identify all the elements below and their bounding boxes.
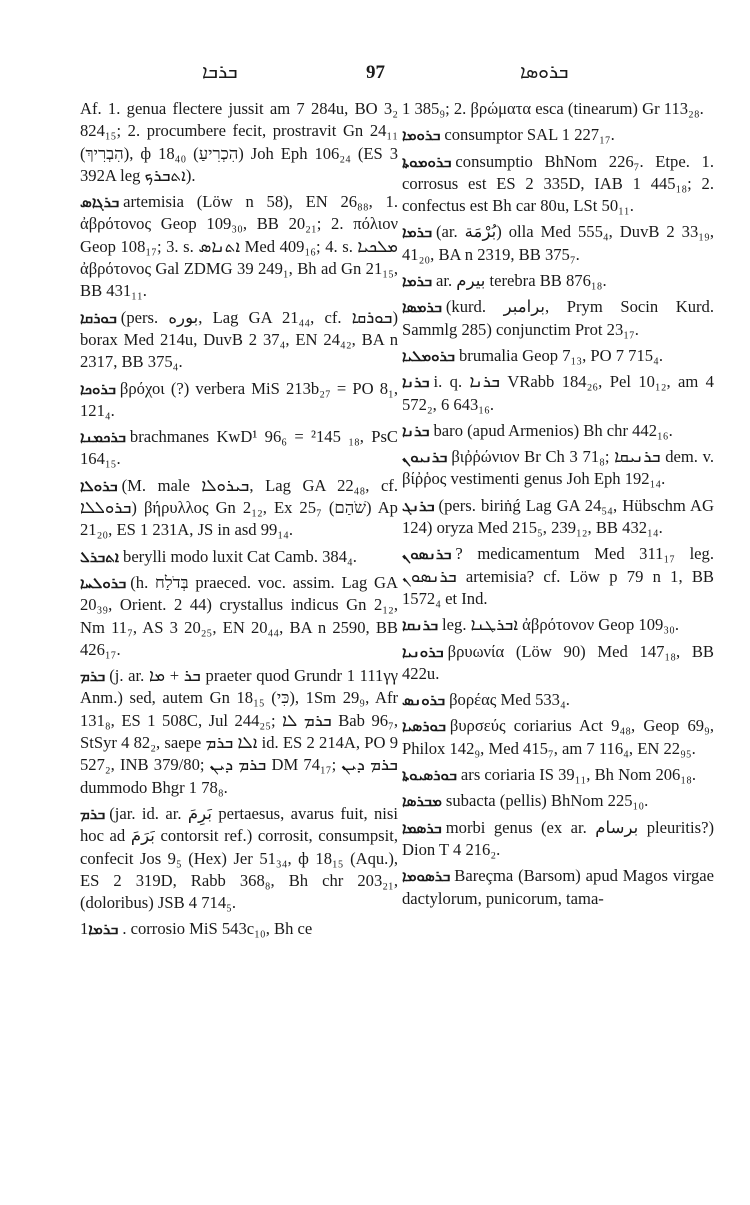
entry-text: (pers. بوره, Lag GA 21₄₄, cf. ܒܘܪܩܐ) borax Med 214u, DuvB 2 37₄, EN 24₄₂, BA n 2317, BB 375₄. <box>80 307 399 372</box>
right-column <box>402 98 714 914</box>
entry-headword: ܐܬܒܪܠ <box>80 547 120 566</box>
dictionary-entry <box>402 296 714 341</box>
entry-text: i. q. ܒܪܢܐ VRabb 184₂₆, Pel 10₁₂, am 4 572₂, 6 643₁₆. <box>402 372 714 414</box>
entry-text: βυρσεύς coriarius Act 9₄₈, Geop 69₉, Philox 142₉, Med 415₇, am 7 116₄, EN 22₉₅. <box>402 716 714 758</box>
entry-headword: ܒܪܣܡܐ <box>402 818 442 837</box>
entry-text: berylli modo luxit Cat Camb. 384₄. <box>123 546 357 566</box>
entry-text: βρυωνία (Löw 90) Med 147₁₈, BB 422u. <box>402 641 714 683</box>
dictionary-entry <box>402 98 714 120</box>
entry-text: ars coriaria IS 39₁₁, Bh Nom 206₁₈. <box>460 765 697 785</box>
left-column <box>80 98 398 945</box>
dictionary-entry <box>402 371 714 416</box>
dictionary-entry <box>402 420 714 442</box>
entry-text: consumptio BhNom 226₇. Etpe. 1. corrosus est ES 2 335D, IAB 1 445₁₈; 2. confectus est Bh car 80u, LSt 50₁₁. <box>402 151 714 216</box>
entry-headword: ܒܪܟܡܢܐ <box>80 428 126 447</box>
dictionary-entry <box>80 665 398 799</box>
entry-headword: ܒܪܡܐ <box>402 223 433 242</box>
dictionary-entry <box>80 572 398 661</box>
dictionary-entry <box>402 865 714 910</box>
entry-headword: ܒܪܡ <box>80 804 106 823</box>
entry-text: 1 385₉; 2. βρώματα esca (tinearum) Gr 113₂₈. <box>402 99 704 118</box>
dictionary-entry <box>80 98 398 187</box>
dictionary-entry <box>402 124 714 146</box>
entry-text: βορέας Med 533₄. <box>449 690 570 710</box>
entry-headword: ܒܪܘܢܣ <box>402 691 446 710</box>
entry-text: ? medicamentum Med 311₁₇ leg. ܒܪܢܣܘܢ artemisia? cf. Löw p 79 n 1, BB 1572₄ et Ind. <box>402 544 714 608</box>
entry-headword: ܒܪܡܣܐ <box>402 298 442 317</box>
entry-headword: ܒܪܓܐܣ <box>80 193 120 212</box>
entry-text: (M. male ܒܝܪܘܠܐ, Lag GA 22₄₈, cf. ܒܪܘܠܠܐ) βήρυλλος Gn 2₁₂, Ex 25₇ (שֹׁהַם) Ap 21₂₀, ES 1 231A, JS in asd 99₁₄. <box>80 475 398 540</box>
entry-headword: ܒܪܘܡܐ <box>402 126 441 145</box>
entry-text: (jar. id. ar. بَرِمَ pertaesus, avarus fuit, nisi hoc ad بَرَمَ contorsit ref.) corrosit, consumpsit, confecit Jos 9₅ (Hex) Jer 51₃₄, ф 18₁₅ (Aqu.), ES 2 319D, Rabb 368₈, Bh chr 203₂₁, (doloribus) JSB 4 714₅. <box>80 803 398 913</box>
entry-headword: ܒܪܢܩܐ <box>402 616 439 635</box>
dictionary-entry <box>402 151 714 218</box>
entry-text: consumptor SAL 1 227₁₇. <box>444 125 615 145</box>
dictionary-entry <box>402 345 714 367</box>
entry-headword: ܒܪܢܐ <box>402 373 430 392</box>
entry-headword: ܒܘܪܣܝܐ <box>402 717 446 736</box>
page-number: 97 <box>366 62 385 83</box>
dictionary-entry <box>402 817 714 862</box>
dictionary-entry <box>402 641 714 686</box>
dictionary-entry <box>402 764 714 786</box>
entry-text: Bareçma (Barsom) apud Magos virgae dactylorum, punicorum, tama- <box>402 866 714 908</box>
entry-text: βιῤῥώνιον Br Ch 3 71₈; ܒܪܢܝܩܐ dem. v. βίῤῥος vestimenti genus Joh Eph 192₁₄. <box>402 447 714 489</box>
entry-text: brumalia Geop 7₁₃, PO 7 715₄. <box>459 345 664 365</box>
entry-headword: ܒܪܘܟܐ <box>80 379 116 398</box>
dictionary-entry <box>402 221 714 266</box>
dictionary-entry <box>80 426 398 471</box>
entry-text: 1. corrosio MiS 543c₁₀, Bh ce <box>80 919 313 939</box>
entry-text: (kurd. برامبر, Prym Socin Kurd. Sammlg 285) conjunctim Prot 23₁₇. <box>402 297 714 339</box>
entry-headword: ܒܪܘܠܚܐ <box>80 573 127 592</box>
dictionary-entry <box>402 270 714 292</box>
dictionary-entry <box>402 689 714 711</box>
entry-headword: ܒܪܢܣܘܢ <box>402 545 452 564</box>
entry-headword: ܒܪܣܘܡܐ <box>402 867 451 886</box>
dictionary-entry <box>402 495 714 540</box>
dictionary-entry <box>80 918 398 940</box>
dictionary-entry <box>80 475 398 542</box>
entry-headword: ܒܪܘܢܝܐ <box>402 642 444 661</box>
entry-text: ar. بيرم terebra BB 876₁₈. <box>436 271 607 291</box>
dictionary-entry <box>80 803 398 914</box>
entry-headword: ܒܪܢܐ <box>402 421 430 440</box>
entry-headword: ܒܪܡܐ <box>402 272 433 291</box>
entry-text: (ar. بُرْمَة) olla Med 555₄, DuvB 2 33₁₉, 41₂₀, BA n 2319, BB 375₇. <box>402 222 714 264</box>
entry-headword: ܒܘܪܩܐ <box>80 308 117 327</box>
entry-text: (j. ar. ܒܪ + ܡܐ praeter quod Grundr 1 111γγ Anm.) sed, autem Gn 18₁₅ (כִּי), 1Sm 29₉, Afr 131₈, ES 1 508C, Jul 244₂₅; ܒܪܡ ܠܐ Bab 96₇, StSyr 4 82₂, saepe ܐܠܐ ܒܪܡ id. ES 2 214A, PO 9 527₂, INB 379/80; ܒܪܡ ܕܝܢ DM 74₁₇; ܒܪܡ ܕܝܢ dummodo Bhgr 1 78₈. <box>80 666 398 797</box>
dictionary-entry <box>80 191 398 302</box>
entry-text: leg. ܐܒܪܛܢܐ ἀβρότονον Geop 109₃₀. <box>442 615 680 635</box>
entry-text: βρόχοι (?) verbera MiS 213b₂₇ = PO 8₁, 121₄. <box>80 378 398 420</box>
entry-headword: ܒܪܡ <box>80 667 106 686</box>
entry-headword: ܒܪܢܝܘܢ <box>402 448 448 467</box>
entry-headword: ܒܪܢܓ <box>402 496 435 515</box>
dictionary-entry <box>402 614 714 636</box>
entry-text: subacta (pellis) BhNom 225₁₀. <box>445 791 649 811</box>
entry-text: Af. 1. genua flectere jussit am 7 284u, BO 3₂ 824₁₅; 2. procumbere fecit, prostravit Gn 24₁₁ (הִבְרִיךְ), ф 18₄₀ (הִכְרִיעַ) Joh Eph 106₂₄ (ES 3 392A leg ܐܬܒܪܟ). <box>80 99 399 185</box>
entry-text: baro (apud Armenios) Bh chr 442₁₆. <box>433 420 673 440</box>
running-head-left: ܒܪܒܐ <box>202 62 238 83</box>
entry-text: (h. בְּדֹלַח praeced. voc. assim. Lag GA 20₃₉, Orient. 2 44) crystallus indicus Gn 2₁₂, Nm 11₇, AS 3 20₂₅, EN 20₄₄, BA n 2590, BB 426₁₇. <box>80 572 398 659</box>
entry-headword: ܒܪܘܡܘܬܐ <box>402 152 452 171</box>
entry-headword: ܒܪܘܠܐ <box>80 476 118 495</box>
dictionary-entry <box>80 378 398 423</box>
dictionary-entry <box>402 715 714 760</box>
entry-text: brachmanes KwD¹ 96₆ = ²145 ₁₈, PsC 164₁₅. <box>80 427 398 469</box>
entry-text: (pers. biriṅǵ Lag GA 24₅₄, Hübschm AG 124) oryza Med 215₅, 239₁₂, BB 432₁₄. <box>402 495 714 538</box>
dictionary-entry <box>402 543 714 610</box>
dictionary-entry <box>402 790 714 812</box>
dictionary-entry <box>80 307 398 374</box>
entry-text: morbi genus (ex ar. برسام pleuritis?) Dion T 4 216₂. <box>402 817 714 859</box>
entry-headword: ܒܪܡܐ <box>88 920 119 939</box>
entry-headword: ܒܘܪܣܝܘܬܐ <box>402 766 457 785</box>
entry-text: artemisia (Löw n 58), EN 26₈₈, 1. ἀβρότονος Geop 109₃₀, BB 20₂₁; 2. πόλιον Geop 108₁₇; 3. s. ܐܬܢܐܣ Med 409₁₆; 4. s. ܡܠܟܝܐ ἀβρότονος Gal ZDMG 39 249₁, Bh ad Gn 21₁₅, BB 431₁₁. <box>80 192 398 301</box>
entry-headword: ܡܒܪܣܐ <box>402 792 442 811</box>
dictionary-entry <box>402 446 714 491</box>
running-head-right: ܒܪܘܣܐ <box>520 62 569 83</box>
dictionary-entry <box>80 546 398 568</box>
entry-headword: ܒܪܘܡܠܝܐ <box>402 346 455 365</box>
